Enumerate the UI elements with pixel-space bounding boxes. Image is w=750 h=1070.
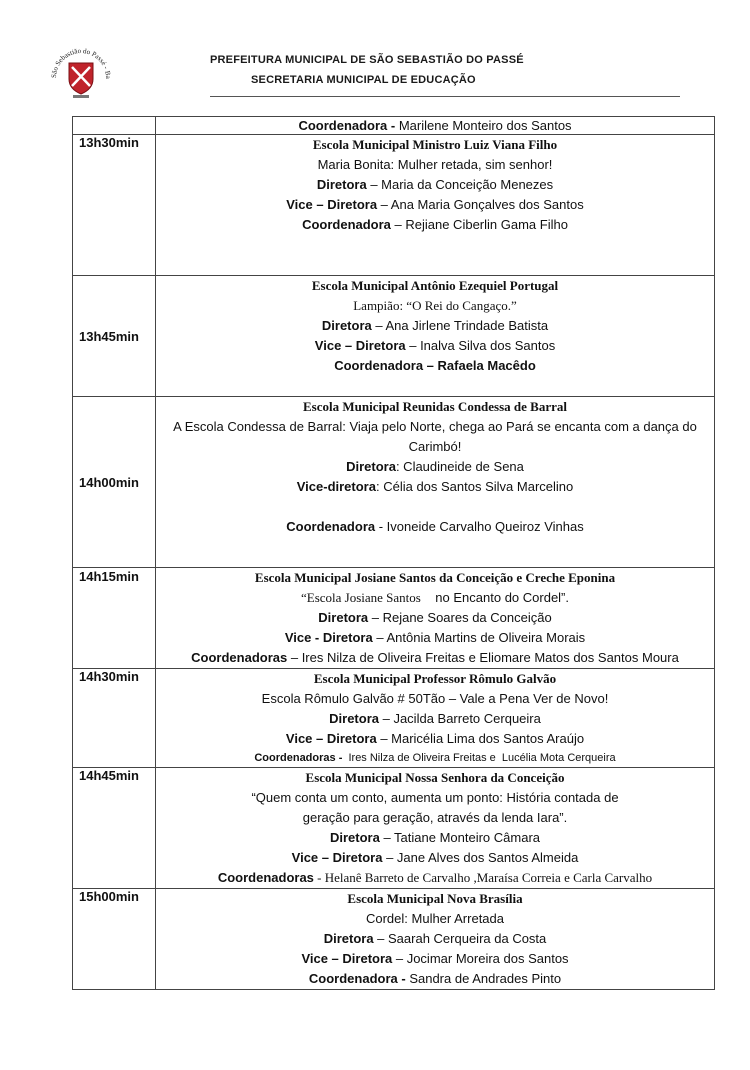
staff-line xyxy=(160,316,710,336)
school-name: Escola Municipal Reunidas Condessa de Barral xyxy=(302,399,567,414)
staff-line xyxy=(160,969,710,989)
table-row xyxy=(73,397,715,568)
time-slot: 14h00min xyxy=(73,397,156,568)
role-label: Coordenadora - xyxy=(308,971,406,986)
person-name: – Jacilda Barreto Cerqueira xyxy=(379,711,541,726)
role-label: Diretora xyxy=(323,931,374,946)
person-name: : Célia dos Santos Silva Marcelino xyxy=(375,479,574,494)
role-label: Coordenadora - xyxy=(298,118,396,133)
person-name: - Helanê Barreto de Carvalho ,Maraísa Correia e Carla Carvalho xyxy=(313,870,653,885)
school-name: Escola Municipal Nova Brasília xyxy=(347,891,523,906)
person-name: – Maricélia Lima dos Santos Araújo xyxy=(376,731,585,746)
person-name: Marilene Monteiro dos Santos xyxy=(395,118,572,133)
staff-line xyxy=(160,608,710,628)
schedule-table xyxy=(72,116,715,990)
role-label: Coordenadoras xyxy=(191,650,288,665)
theme-text: Maria Bonita: Mulher retada, sim senhor! xyxy=(317,157,553,172)
role-label: Coordenadoras xyxy=(217,870,314,885)
person-name: – Ires Nilza de Oliveira Freitas e Eliomare Matos dos Santos Moura xyxy=(287,650,679,665)
municipal-crest-icon xyxy=(48,38,114,100)
time-slot: 13h45min xyxy=(73,276,156,397)
role-label: Coordenadora xyxy=(302,217,391,232)
document-header xyxy=(40,30,720,100)
time-slot: 13h30min xyxy=(73,135,156,276)
role-label: Diretora xyxy=(346,459,396,474)
school-name: Escola Municipal Ministro Luiz Viana Filho xyxy=(312,137,558,152)
person-name: – Saarah Cerqueira da Costa xyxy=(373,931,547,946)
prefecture-title: PREFEITURA MUNICIPAL DE SÃO SEBASTIÃO DO PASSÉ xyxy=(210,54,524,66)
person-name: – Ana Jirlene Trindade Batista xyxy=(371,318,549,333)
person-name: – Ana Maria Gonçalves dos Santos xyxy=(377,197,584,212)
staff-line xyxy=(160,175,710,195)
table-row xyxy=(73,889,715,990)
role-label: Diretora xyxy=(318,610,369,625)
staff-line xyxy=(160,457,710,477)
person-name: – Antônia Martins de Oliveira Morais xyxy=(372,630,586,645)
theme-text: “Escola Josiane Santos no Encanto do Cordel”. xyxy=(300,590,570,605)
staff-line xyxy=(160,336,710,356)
role-label: Coordenadoras - xyxy=(254,752,343,764)
table-row xyxy=(73,568,715,669)
role-label: Diretora xyxy=(316,177,367,192)
theme-text: “Quem conta um conto, aumenta um ponto: História contada de geração para geração, através da lenda Iara”. xyxy=(251,790,619,825)
table-row xyxy=(73,117,715,135)
person-name: Ires Nilza de Oliveira Freitas e Lucélia Mota Cerqueira xyxy=(342,752,616,764)
person-name: : Claudineide de Sena xyxy=(395,459,524,474)
staff-line xyxy=(160,356,710,376)
staff-line xyxy=(160,648,710,668)
table-row xyxy=(73,768,715,889)
staff-line xyxy=(160,628,710,648)
staff-line xyxy=(160,215,710,235)
role-label: Diretora xyxy=(321,318,372,333)
person-name: – Rejiane Ciberlin Gama Filho xyxy=(390,217,568,232)
staff-line xyxy=(160,868,710,888)
theme-text: Cordel: Mulher Arretada xyxy=(365,911,504,926)
person-name: – Jocimar Moreira dos Santos xyxy=(392,951,569,966)
role-label: Vice - Diretora xyxy=(284,630,373,645)
person-name: – Jane Alves dos Santos Almeida xyxy=(382,850,579,865)
school-name: Escola Municipal Antônio Ezequiel Portugal xyxy=(311,278,559,293)
theme-text: Lampião: “O Rei do Cangaço.” xyxy=(353,298,517,313)
role-label: Vice – Diretora xyxy=(301,951,393,966)
role-label: Coordenadora xyxy=(334,358,424,373)
staff-line xyxy=(160,828,710,848)
staff-line xyxy=(160,929,710,949)
staff-line xyxy=(160,477,710,497)
role-label: Diretora xyxy=(329,830,380,845)
header-divider xyxy=(210,96,680,97)
person-name: - Ivoneide Carvalho Queiroz Vinhas xyxy=(375,519,584,534)
school-name: Escola Municipal Professor Rômulo Galvão xyxy=(313,671,557,686)
person-name: – Rafaela Macêdo xyxy=(423,358,536,373)
table-row xyxy=(73,276,715,397)
role-label: Coordenadora xyxy=(286,519,376,534)
theme-text: Escola Rômulo Galvão # 50Tão – Vale a Pena Ver de Novo! xyxy=(261,691,609,706)
person-name: – Inalva Silva dos Santos xyxy=(405,338,556,353)
role-label: Diretora xyxy=(329,711,379,726)
secretariat-title: SECRETARIA MUNICIPAL DE EDUCAÇÃO xyxy=(251,74,476,86)
role-label: Vice – Diretora xyxy=(286,197,378,212)
person-name: – Maria da Conceição Menezes xyxy=(366,177,554,192)
role-label: Vice-diretora xyxy=(296,479,376,494)
svg-text:São Sebastião do Passé - Bahia: São Sebastião do Passé - Ba xyxy=(49,46,113,79)
staff-line xyxy=(160,949,710,969)
staff-line xyxy=(160,848,710,868)
school-name: Escola Municipal Nossa Senhora da Conceição xyxy=(305,770,565,785)
staff-line xyxy=(160,729,710,749)
person-name: Sandra de Andrades Pinto xyxy=(405,971,562,986)
time-slot: 14h15min xyxy=(73,568,156,669)
person-name: – Rejane Soares da Conceição xyxy=(368,610,552,625)
person-name: – Tatiane Monteiro Câmara xyxy=(379,830,541,845)
role-label: Vice – Diretora xyxy=(285,731,377,746)
school-name: Escola Municipal Josiane Santos da Conceição e Creche Eponina xyxy=(254,570,616,585)
time-slot: 14h45min xyxy=(73,768,156,889)
staff-line xyxy=(160,749,710,767)
table-row xyxy=(73,135,715,276)
table-row xyxy=(73,669,715,768)
role-label: Vice – Diretora xyxy=(314,338,406,353)
staff-line xyxy=(160,517,710,537)
staff-line xyxy=(160,195,710,215)
time-slot: 15h00min xyxy=(73,889,156,990)
role-label: Vice – Diretora xyxy=(291,850,383,865)
staff-line xyxy=(160,709,710,729)
time-slot: 14h30min xyxy=(73,669,156,768)
theme-text: A Escola Condessa de Barral: Viaja pelo Norte, chega ao Pará se encanta com a dança do Carimbó! xyxy=(173,419,697,454)
